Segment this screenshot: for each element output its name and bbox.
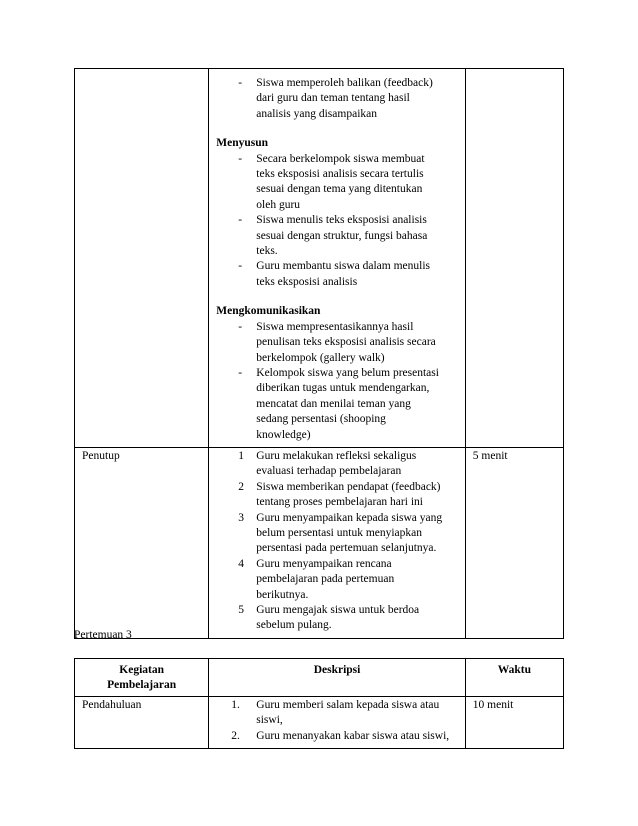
- time-cell: 10 menit: [465, 696, 563, 748]
- list-item: 1. Guru memberi salam kepada siswa atau siswi,: [231, 698, 440, 727]
- activity-cell: [75, 69, 209, 448]
- list-item: - Secara berkelompok siswa membuat teks eksposisi analisis secara tertulis sesuai dengan tema yang ditentukan oleh guru: [238, 152, 425, 211]
- list-item: 1 Guru melakukan refleksi sekaligus evaluasi terhadap pembelajaran: [238, 449, 417, 478]
- list-item: - Guru membantu siswa dalam menulis teks eksposisi analisis: [238, 260, 431, 288]
- meeting-label: Pertemuan 3: [74, 629, 132, 641]
- list-item: 4 Guru menyampaikan rencana pembelajaran pada pertemuan berikutnya.: [238, 557, 395, 601]
- time-cell: [465, 69, 563, 448]
- list-item: - Kelompok siswa yang belum presentasi diberikan tugas untuk mendengarkan, mencatat dan menilai teman yang sedang persentasi (shooping knowledge): [238, 366, 439, 441]
- lesson-activity-table: [74, 68, 564, 639]
- table-row: [75, 696, 564, 748]
- list-item: 2 Siswa memberikan pendapat (feedback) tentang proses pembelajaran hari ini: [238, 480, 441, 509]
- meeting-3-table: [74, 658, 564, 749]
- table-row: [75, 69, 564, 448]
- column-header-kegiatan: Kegiatan Pembelajaran: [75, 659, 209, 697]
- description-cell: [209, 69, 466, 448]
- table-header-row: [75, 659, 564, 697]
- list-item: - Siswa mempresentasikannya hasil penulisan teks eksposisi analisis secara berkelompok (gallery walk): [238, 320, 436, 364]
- description-cell: [209, 696, 466, 748]
- time-cell: 5 menit: [465, 447, 563, 638]
- list-item: - Siswa menulis teks eksposisi analisis sesuai dengan struktur, fungsi bahasa teks.: [238, 214, 428, 258]
- section-heading: Menyusun: [216, 137, 269, 150]
- list-item: 2. Guru menanyakan kabar siswa atau siswi,: [231, 729, 450, 742]
- section-heading: Mengkomunikasikan: [216, 305, 321, 318]
- table-row: [75, 447, 564, 638]
- activity-cell: Penutup: [75, 447, 209, 638]
- list-item: 3 Guru menyampaikan kepada siswa yang belum persentasi untuk menyiapkan persentasi pada pertemuan selanjutnya.: [238, 511, 443, 555]
- list-item: - Siswa memperoleh balikan (feedback) dari guru dan teman tentang hasil analisis yang disampaikan: [238, 77, 433, 120]
- description-cell: [209, 447, 466, 638]
- column-header-waktu: Waktu: [465, 659, 563, 697]
- activity-cell: Pendahuluan: [75, 696, 209, 748]
- column-header-deskripsi: Deskripsi: [209, 659, 466, 697]
- list-item: 5 Guru mengajak siswa untuk berdoa sebelum pulang.: [238, 604, 420, 632]
